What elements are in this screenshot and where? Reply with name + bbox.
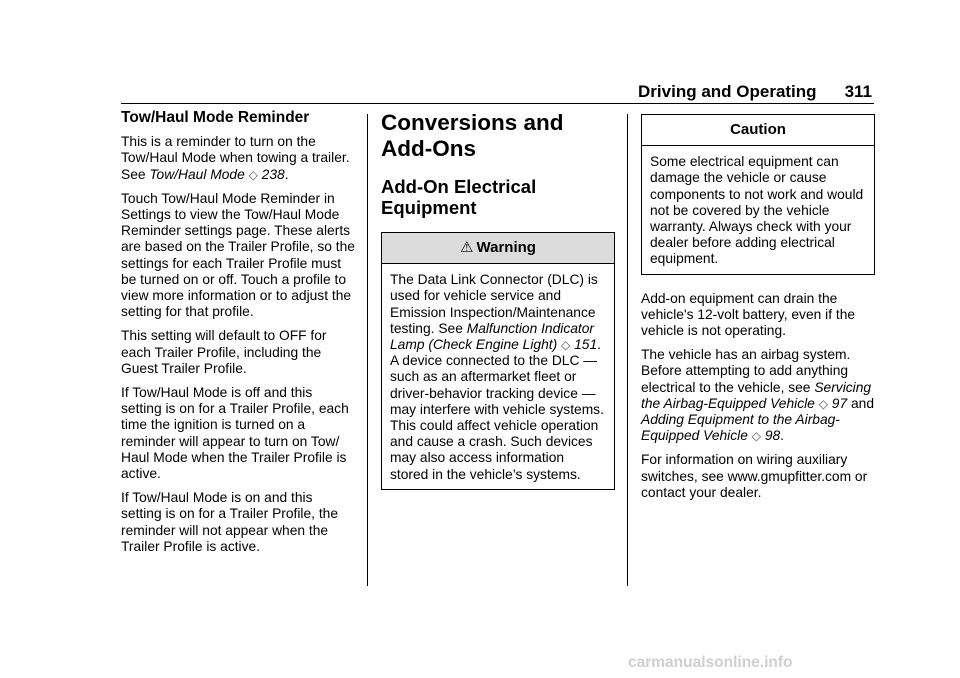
page-number: 311 xyxy=(844,82,872,101)
page-ref-icon: ◇ xyxy=(561,338,571,353)
adding-equipment-link[interactable]: Adding Equipment to the Airbag-Equipped Vehicle xyxy=(641,412,840,444)
column-2 xyxy=(381,108,615,506)
servicing-airbag-link[interactable]: Servicing the Airbag-Equipped Vehicle xyxy=(641,379,872,411)
page-ref-icon: ◇ xyxy=(818,396,828,411)
col3-paragraph-3: For information on wiring auxiliary switches, see www.gmupfitter.com or contact your dealer. xyxy=(641,452,868,500)
caution-title: Caution xyxy=(642,115,874,146)
col1-paragraph-3: This setting will default to OFF for each Trailer Profile, including the Guest Trailer Profile. xyxy=(121,328,327,376)
column-divider-2 xyxy=(627,114,628,586)
conversions-title: Conversions and Add-Ons xyxy=(381,110,564,161)
warning-box xyxy=(381,232,615,490)
page-ref-icon: ◇ xyxy=(751,429,761,444)
column-1 xyxy=(121,108,355,563)
caution-text: Some electrical equipment can damage the vehicle or cause components to not work and would not be covered by the vehicle warranty. Always check with your dealer before adding electrical equipment. xyxy=(650,154,864,267)
page-ref-98[interactable]: 98 xyxy=(764,428,781,444)
page-ref-97[interactable]: 97 xyxy=(831,395,848,411)
col3-paragraph-2: The vehicle has an airbag system. Before attempting to add anything electrical to the vehicle, see Servicing the Airbag-Equipped Vehicle ◇ 97 and Adding Equipment to the Airbag-Equipped Vehicle ◇ 98. xyxy=(641,347,874,444)
section-title: Driving and Operating xyxy=(638,82,817,101)
col1-paragraph-1: This is a reminder to turn on the Tow/Haul Mode when towing a trailer. See Tow/Haul Mode ◇ 238. xyxy=(121,134,350,182)
mil-link[interactable]: Malfunction Indicator Lamp (Check Engine Light) xyxy=(390,320,595,353)
col1-paragraph-4: If Tow/Haul Mode is off and this setting is on for a Trailer Profile, each time the ignition is turned on a reminder will appear to turn on Tow/ Haul Mode when the Trailer Profile is active. xyxy=(121,385,349,482)
header-rule xyxy=(121,103,874,104)
page-ref-icon: ◇ xyxy=(248,167,258,182)
page-header xyxy=(638,82,872,102)
caution-box xyxy=(641,114,875,275)
column-divider-1 xyxy=(367,114,368,586)
column-3 xyxy=(641,114,875,509)
col3-paragraph-1: Add-on equipment can drain the vehicle's 12-volt battery, even if the vehicle is not operating. xyxy=(641,290,856,339)
add-on-electrical-subtitle: Add-On Electrical Equipment xyxy=(381,176,537,218)
col1-paragraph-2: Touch Tow/Haul Mode Reminder in Settings to view the Tow/Haul Mode Reminder settings page. These alerts are based on the Trailer Profile, so the settings for each Trailer Profile must be turned on or off. Touch a profile to view more information or to adjust the setting for that profile. xyxy=(121,190,355,320)
page-ref-151[interactable]: 151 xyxy=(574,337,598,353)
tow-haul-mode-link[interactable]: Tow/Haul Mode xyxy=(149,166,245,182)
page-ref-238[interactable]: 238 xyxy=(261,166,285,182)
watermark: carmanualsonline.info xyxy=(628,654,793,671)
tow-haul-reminder-heading: Tow/Haul Mode Reminder xyxy=(121,109,310,126)
col1-paragraph-5: If Tow/Haul Mode is on and this setting is on for a Trailer Profile, the reminder will not appear when the Trailer Profile is active. xyxy=(121,490,339,554)
warning-text: The Data Link Connector (DLC) is used for vehicle service and Emission Inspection/Maintenance testing. See Malfunction Indicator Lamp (Check Engine Light) ◇ 151. A device connected to the DLC — such as an aftermarket fleet or driver-behavior tracking device — may interfere with vehicle systems. This could affect vehicle operation and cause a crash. Such devices may also access information stored in the vehicle’s systems. xyxy=(390,272,604,482)
warning-title: ⚠ Warning xyxy=(382,233,614,264)
warning-icon: ⚠ xyxy=(460,239,474,256)
